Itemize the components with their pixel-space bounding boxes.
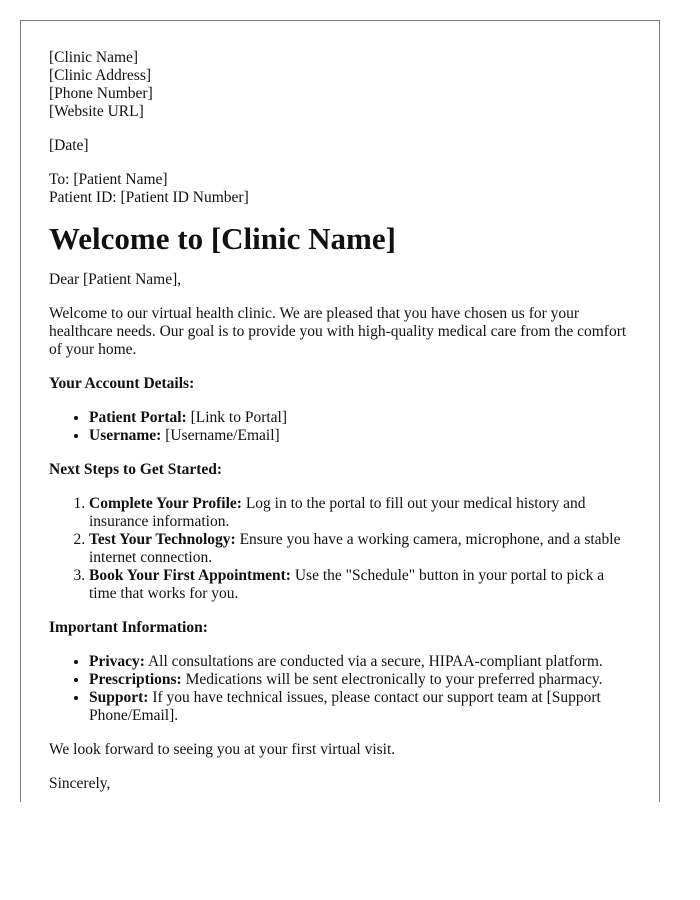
letter-title: Welcome to [Clinic Name]: [49, 221, 396, 256]
account-heading: Your Account Details:: [49, 375, 195, 392]
item-label: Book Your First Appointment:: [89, 567, 291, 584]
item-text: If you have technical issues, please contact our support team at [Support Phone/Email].: [89, 689, 601, 724]
item-label: Complete Your Profile:: [89, 495, 242, 512]
item-text: Ensure you have a working camera, microphone, and a stable internet connection.: [89, 531, 621, 566]
item-label: Patient Portal:: [89, 409, 187, 426]
clinic-header: [49, 49, 629, 121]
recipient-name: To: [Patient Name]: [49, 171, 168, 188]
item-text: Medications will be sent electronically to your preferred pharmacy.: [181, 671, 603, 688]
salutation: Dear [Patient Name],: [49, 271, 182, 288]
closing-line: We look forward to seeing you at your first virtual visit.: [49, 741, 396, 758]
list-item-book-appointment: [89, 567, 629, 603]
important-heading: Important Information:: [49, 619, 208, 636]
recipient-id: Patient ID: [Patient ID Number]: [49, 189, 249, 206]
list-item-prescriptions: [89, 671, 629, 689]
next-steps-list: [49, 495, 629, 603]
clinic-website: [Website URL]: [49, 103, 144, 120]
item-label: Prescriptions:: [89, 671, 182, 688]
item-text: [Username/Email]: [161, 427, 280, 444]
recipient-block: [49, 171, 629, 207]
letter-page: [20, 20, 660, 802]
intro-paragraph: Welcome to our virtual health clinic. We are pleased that you have chosen us for your healthcare needs. Our goal is to provide you with high-quality medical care from the comfort of your home.: [49, 305, 627, 358]
signoff: Sincerely,: [49, 775, 111, 792]
item-text: Log in to the portal to fill out your medical history and insurance information.: [89, 495, 586, 530]
list-item-username: [89, 427, 629, 445]
clinic-phone: [Phone Number]: [49, 85, 153, 102]
important-list: [49, 653, 629, 725]
list-item-patient-portal: [89, 409, 629, 427]
next-steps-heading: Next Steps to Get Started:: [49, 461, 223, 478]
item-label: Test Your Technology:: [89, 531, 236, 548]
letter-date: [Date]: [49, 137, 89, 154]
letter-content: [49, 49, 629, 793]
account-list: [49, 409, 629, 445]
list-item-support: [89, 689, 629, 725]
list-item-privacy: [89, 653, 629, 671]
item-label: Privacy:: [89, 653, 145, 670]
item-text: Use the "Schedule" button in your portal to pick a time that works for you.: [89, 567, 605, 602]
item-text: [Link to Portal]: [186, 409, 288, 426]
clinic-name: [Clinic Name]: [49, 49, 139, 66]
item-text: All consultations are conducted via a secure, HIPAA-compliant platform.: [144, 653, 603, 670]
list-item-complete-profile: [89, 495, 629, 531]
item-label: Username:: [89, 427, 162, 444]
clinic-address: [Clinic Address]: [49, 67, 152, 84]
list-item-test-technology: [89, 531, 629, 567]
item-label: Support:: [89, 689, 149, 706]
